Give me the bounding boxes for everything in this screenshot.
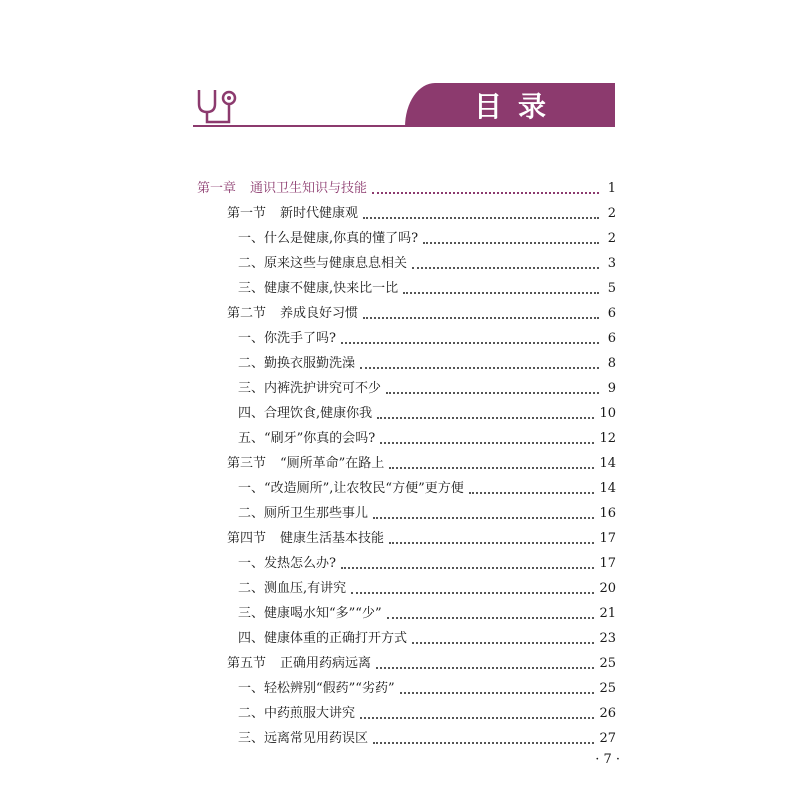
toc-page-number: 6 [607, 331, 616, 346]
toc-row-item[interactable] [238, 624, 616, 648]
toc-leader-dots [341, 342, 599, 344]
toc-page-number: 27 [599, 731, 616, 746]
toc-page-number: 23 [599, 631, 616, 646]
toc-label: 四、合理饮食,健康你我 [238, 406, 373, 421]
toc-label: 二、勤换衣服勤洗澡 [238, 356, 356, 371]
toc-row-item[interactable] [238, 599, 616, 623]
toc-page-number: 16 [599, 506, 616, 521]
toc-leader-dots [363, 217, 599, 219]
toc-page-number: 12 [599, 431, 616, 446]
toc-page-number: 10 [599, 406, 616, 421]
toc-row-section-3[interactable] [227, 449, 616, 473]
toc-row-chapter-1[interactable] [197, 174, 616, 198]
toc-leader-dots [360, 367, 599, 369]
page-title: 目录 [473, 90, 562, 123]
toc-leader-dots [360, 717, 594, 719]
toc-label: 四、健康体重的正确打开方式 [238, 631, 408, 646]
toc-row-item[interactable] [238, 424, 616, 448]
toc-label: 一、“改造厕所”,让农牧民“方便”更方便 [238, 481, 464, 496]
toc-label: 三、健康不健康,快来比一比 [238, 281, 399, 296]
toc-label: 五、“刷牙”你真的会吗? [238, 431, 376, 446]
toc-label: 第五节 正确用药病远离 [227, 656, 372, 671]
toc-leader-dots [380, 442, 594, 444]
toc-label: 三、内裤洗护讲究可不少 [238, 381, 382, 396]
toc-row-section-5[interactable] [227, 649, 616, 673]
toc-page-number: 20 [599, 581, 616, 596]
toc-row-section-2[interactable] [227, 299, 616, 323]
toc-label: 二、厕所卫生那些事儿 [238, 506, 369, 521]
toc-page-number: 25 [599, 656, 616, 671]
toc-row-item[interactable] [238, 549, 616, 573]
toc-label: 一、发热怎么办? [238, 556, 336, 571]
toc-page-number: 14 [599, 456, 616, 471]
toc-row-section-1[interactable] [227, 199, 616, 223]
toc-page-number: 2 [607, 206, 616, 221]
page-number-footer: · 7 · [595, 752, 620, 767]
toc-row-item[interactable] [238, 699, 616, 723]
toc-leader-dots [389, 467, 594, 469]
toc-page-number: 17 [599, 531, 616, 546]
toc-page-number: 14 [599, 481, 616, 496]
toc-leader-dots [423, 242, 599, 244]
toc-leader-dots [386, 392, 599, 394]
toc-row-item[interactable] [238, 274, 616, 298]
toc-row-item[interactable] [238, 574, 616, 598]
toc-page-number: 3 [607, 256, 616, 271]
toc-leader-dots [412, 642, 594, 644]
toc-leader-dots [412, 267, 599, 269]
toc-row-item[interactable] [238, 324, 616, 348]
toc-leader-dots [363, 317, 599, 319]
toc-row-item[interactable] [238, 724, 616, 748]
toc-page-number: 9 [607, 381, 616, 396]
toc-leader-dots [377, 417, 594, 419]
toc-label: 一、什么是健康,你真的懂了吗? [238, 231, 419, 246]
toc-leader-dots [389, 542, 594, 544]
toc-page-number: 2 [607, 231, 616, 246]
toc-leader-dots [373, 517, 594, 519]
toc-leader-dots [373, 742, 594, 744]
toc-row-item[interactable] [238, 474, 616, 498]
toc-label: 一、你洗手了吗? [238, 331, 336, 346]
toc-row-item[interactable] [238, 374, 616, 398]
toc-leader-dots [341, 567, 594, 569]
toc-page-number: 17 [599, 556, 616, 571]
toc-label: 二、测血压,有讲究 [238, 581, 347, 596]
toc-page-number: 26 [599, 706, 616, 721]
toc-label: 第一章 通识卫生知识与技能 [197, 181, 368, 196]
toc-leader-dots [469, 492, 595, 494]
toc-label: 第二节 养成良好习惯 [227, 306, 359, 321]
toc-label: 二、原来这些与健康息息相关 [238, 256, 408, 271]
toc-row-item[interactable] [238, 499, 616, 523]
toc-leader-dots [403, 292, 599, 294]
toc-leader-dots [387, 617, 595, 619]
toc-page-number: 5 [607, 281, 616, 296]
toc-row-item[interactable] [238, 674, 616, 698]
toc-row-item[interactable] [238, 399, 616, 423]
toc-label: 二、中药煎服大讲究 [238, 706, 356, 721]
toc-row-item[interactable] [238, 249, 616, 273]
toc-label: 第三节 “厕所革命”在路上 [227, 456, 385, 471]
toc-row-item[interactable] [238, 224, 616, 248]
toc-leader-dots [372, 192, 599, 194]
toc-leader-dots [351, 592, 594, 594]
toc-label: 第一节 新时代健康观 [227, 206, 359, 221]
toc-page-number: 8 [607, 356, 616, 371]
toc-leader-dots [400, 692, 595, 694]
toc-page-number: 1 [607, 181, 616, 196]
toc-leader-dots [376, 667, 594, 669]
toc-label: 三、远离常见用药误区 [238, 731, 369, 746]
toc-label: 一、轻松辨别“假药”“劣药” [238, 681, 395, 696]
toc-page-number: 25 [599, 681, 616, 696]
toc-label: 三、健康喝水知“多”“少” [238, 606, 382, 621]
toc-label: 第四节 健康生活基本技能 [227, 531, 385, 546]
toc-row-item[interactable] [238, 349, 616, 373]
toc-row-section-4[interactable] [227, 524, 616, 548]
toc-page-number: 21 [599, 606, 616, 621]
toc-page-number: 6 [607, 306, 616, 321]
